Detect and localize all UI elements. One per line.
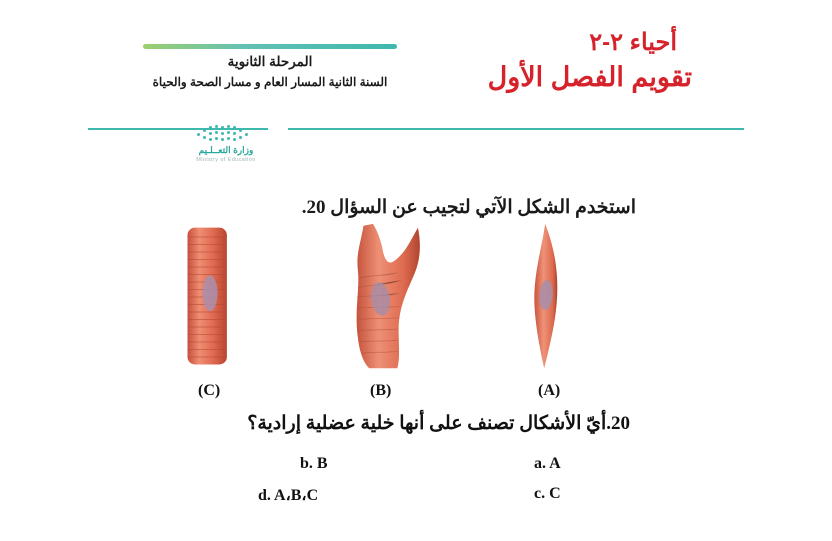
figure-caption-a: (A): [538, 382, 561, 399]
figure-a-skeletal-muscle: [512, 222, 582, 372]
divider-right: [288, 128, 744, 130]
badge-stage-label: المرحلة الثانوية: [227, 54, 313, 69]
page-title: تقويم الفصل الأول: [487, 62, 692, 92]
figure-c-smooth-muscle: [170, 222, 250, 372]
badge-gradient-rule: [143, 44, 397, 49]
logo-dots-icon: [195, 124, 257, 144]
stage-badge: [143, 44, 397, 90]
instruction-text: استخدم الشكل الآتي لتجيب عن السؤال 20.: [301, 197, 636, 218]
question-20-text: 20.أيّ الأشكال تصنف على أنها خلية عضلية إرادية؟: [247, 413, 630, 434]
choice-b[interactable]: b. B: [300, 455, 328, 472]
choice-c[interactable]: c. C: [534, 485, 561, 502]
figure-b-cardiac-muscle: [332, 222, 442, 372]
logo-name-english: Ministry of Education: [196, 157, 256, 163]
figure-caption-c: (C): [198, 382, 221, 399]
subject-title: أحياء ٢-٢: [589, 29, 677, 56]
badge-track-label: السنة الثانية المسار العام و مسار الصحة والحياة: [152, 74, 388, 89]
figure-caption-b: (B): [370, 382, 392, 399]
logo-name-arabic: وزارة التعــلـيم: [198, 145, 254, 155]
choice-a[interactable]: a. A: [534, 455, 561, 472]
ministry-of-education-logo: [176, 124, 276, 176]
choice-d[interactable]: d. A،B،C: [258, 487, 319, 504]
